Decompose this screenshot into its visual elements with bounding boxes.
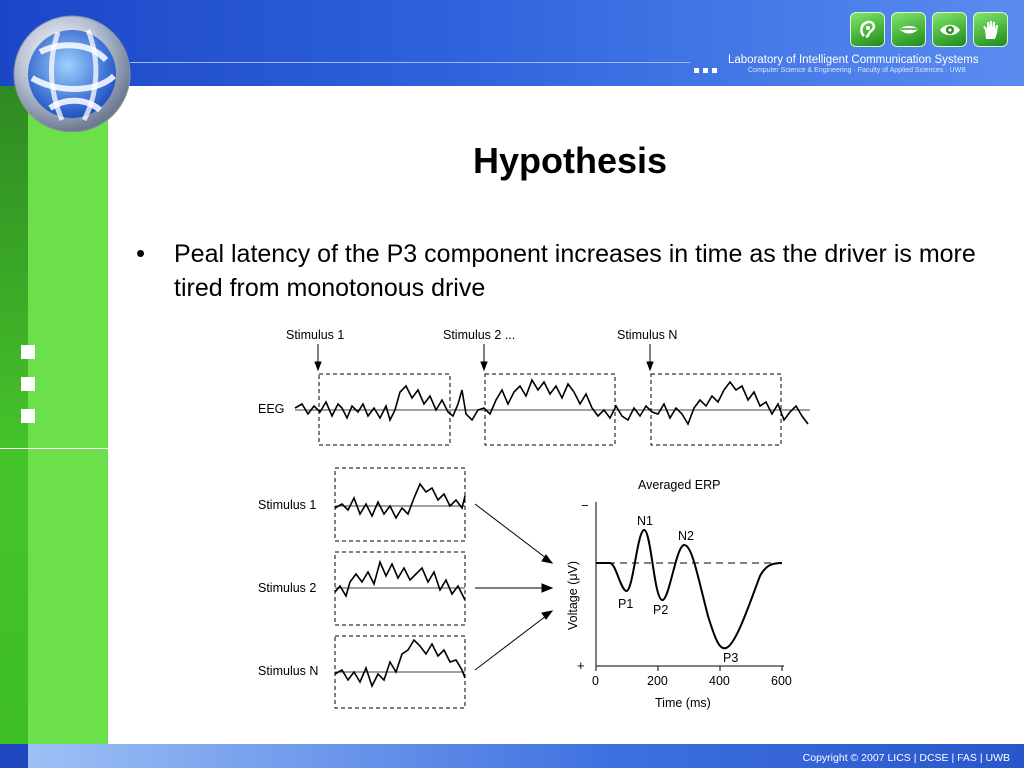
- sidebar-separator: [0, 448, 110, 449]
- erp-diagram: [250, 320, 820, 720]
- erp-x-label: Time (ms): [655, 696, 711, 710]
- epoch-boxes-top: [319, 374, 781, 445]
- x-tick-600: 600: [771, 674, 792, 688]
- bullet-marker: •: [136, 238, 146, 268]
- epoch-label-1: Stimulus 1: [258, 498, 317, 512]
- erp-x-ticks: [596, 666, 782, 671]
- erp-trace: [596, 530, 782, 648]
- epoch-label-2: Stimulus 2: [258, 581, 317, 595]
- epoch-trace-1: [335, 484, 465, 518]
- ear-icon: [850, 12, 885, 47]
- mouth-icon: [891, 12, 926, 47]
- epoch-baselines: [335, 506, 465, 672]
- x-tick-0: 0: [592, 674, 599, 688]
- sidebar-dark-strip: [0, 86, 28, 768]
- hand-icon: [973, 12, 1008, 47]
- erp-y-label: Voltage (μV): [566, 560, 580, 630]
- lab-subtitle: Computer Science & Engineering · Faculty of Applied Sciences · UWB: [748, 67, 966, 74]
- eeg-label: EEG: [258, 402, 285, 416]
- peak-n2: N2: [678, 529, 694, 543]
- globe-logo: [10, 12, 134, 132]
- y-minus-sign: −: [581, 498, 589, 513]
- header-icons: [850, 12, 1008, 47]
- footer-dark-corner: [0, 744, 28, 768]
- sidebar-square-2: [21, 377, 35, 391]
- header-dots: [694, 60, 721, 78]
- stimulus-label-top-2: Stimulus 2 ...: [443, 328, 516, 342]
- epoch-trace-2: [335, 562, 465, 600]
- sidebar-light-panel: [28, 86, 108, 744]
- bullet-text: Peal latency of the P3 component increases in time as the driver is more tired from monotonous drive: [174, 240, 976, 302]
- sidebar-square-1: [21, 345, 35, 359]
- y-plus-sign: +: [577, 658, 585, 673]
- peak-p1: P1: [618, 597, 634, 611]
- average-arrows: [475, 504, 552, 670]
- sidebar-square-3: [21, 409, 35, 423]
- stimulus-arrows: [315, 344, 653, 370]
- header-divider: [130, 62, 690, 63]
- x-tick-200: 200: [647, 674, 668, 688]
- lab-name: Laboratory of Intelligent Communication Systems: [728, 54, 979, 66]
- epoch-label-n: Stimulus N: [258, 664, 319, 678]
- stimulus-label-top-1: Stimulus 1: [286, 328, 345, 342]
- stimulus-label-top-n: Stimulus N: [617, 328, 678, 342]
- copyright-text: Copyright © 2007 LICS | DCSE | FAS | UWB: [802, 752, 1010, 764]
- erp-title: Averaged ERP: [638, 478, 721, 492]
- eeg-trace: [295, 380, 808, 424]
- eye-icon: [932, 12, 967, 47]
- epoch-trace-n: [335, 640, 465, 686]
- peak-p3: P3: [723, 651, 739, 665]
- peak-p2: P2: [653, 603, 669, 617]
- peak-n1: N1: [637, 514, 653, 528]
- x-tick-400: 400: [709, 674, 730, 688]
- slide-title: Hypothesis: [472, 140, 668, 181]
